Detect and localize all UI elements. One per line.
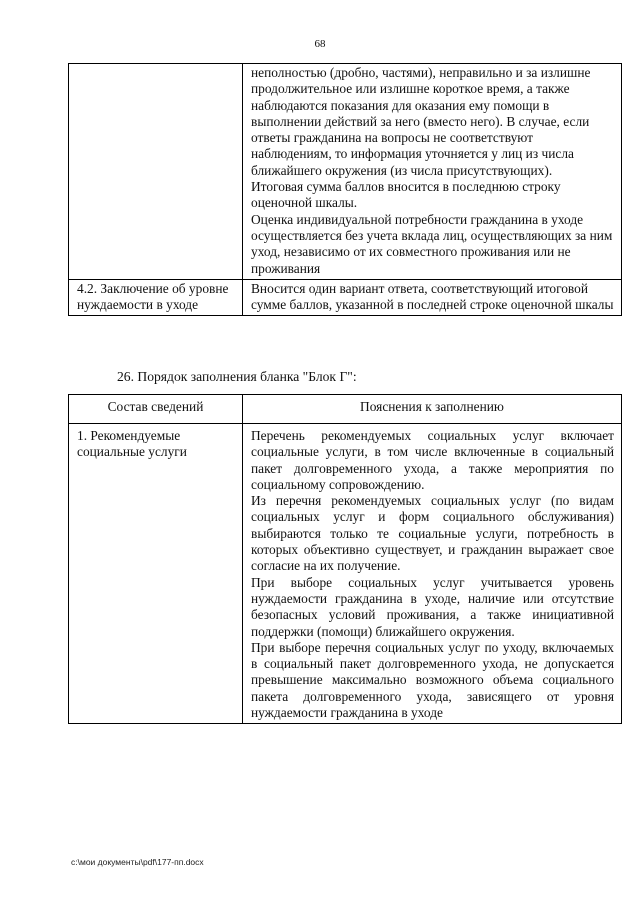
- table-header-row: [69, 395, 622, 424]
- table-cell-explanation: [243, 424, 622, 724]
- explanation-paragraph: Перечень рекомендуемых социальных услуг включает социальные услуги, в том числе включенные в социальный пакет долговременного ухода, а также мероприятия по социальному сопровождению.: [251, 428, 614, 492]
- explanation-paragraph: Из перечня рекомендуемых социальных услуг (по видам социальных услуг и форм социального обслуживания) выбираются только те социальные услуги, потребность в которых объективно существует, и гражданин выражает свое согласие на их получение.: [251, 493, 614, 574]
- section-heading: 26. Порядок заполнения бланка "Блок Г":: [117, 369, 357, 384]
- page-number: 68: [314, 38, 326, 50]
- table-cell-explanation: [243, 64, 622, 280]
- explanation-paragraph: Оценка индивидуальной потребности гражданина в уходе осуществляется без учета вклада лиц, осуществляющих за ним уход, независимо от их совместного проживания или не проживания: [251, 211, 613, 276]
- criteria-table-continued: [68, 63, 622, 316]
- explanation-paragraph: неполностью (дробно, частями), неправильно и за излишне продолжительное или излишне короткое время, а также наблюдаются показания для оказания ему помощи в выполнении действий за него (вместо него). В случае, если ответы гражданина на вопросы не соответствуют наблюдениям, то информация уточняется у лиц из числа ближайшего окружения (из числа присутствующих).: [251, 65, 591, 178]
- explanation-paragraph: Итоговая сумма баллов вносится в последнюю строку оценочной шкалы.: [251, 179, 561, 211]
- table-cell-label: [69, 64, 243, 280]
- table-row: [69, 64, 622, 280]
- explanation-paragraph: При выборе социальных услуг учитывается уровень нуждаемости гражданина в уходе, наличие или отсутствие безопасных условий проживания, а также инициативной поддержки (помощи) ближайшего окружения.: [251, 574, 614, 639]
- column-header-contents: Состав сведений: [69, 395, 243, 424]
- column-header-explanations: Пояснения к заполнению: [243, 395, 622, 424]
- table-row: [69, 279, 622, 316]
- table-cell-label: 1. Рекомендуемые социальные услуги: [69, 424, 243, 724]
- block-g-table: [68, 394, 622, 724]
- table-cell-label: 4.2. Заключение об уровне нуждаемости в уходе: [69, 279, 243, 316]
- footer-file-path: c:\мои документы\pdf\177-пп.docx: [71, 857, 204, 867]
- explanation-paragraph: При выборе перечня социальных услуг по уходу, включаемых в социальный пакет долговременного ухода, не допускается превышение максимально возможного объема социального пакета долговременного ухода, зависящего от уровня нуждаемости гражданина в уходе: [251, 639, 614, 721]
- table-cell-explanation: Вносится один вариант ответа, соответствующий итоговой сумме баллов, указанной в последней строке оценочной шкалы: [243, 279, 622, 316]
- table-row: [69, 424, 622, 724]
